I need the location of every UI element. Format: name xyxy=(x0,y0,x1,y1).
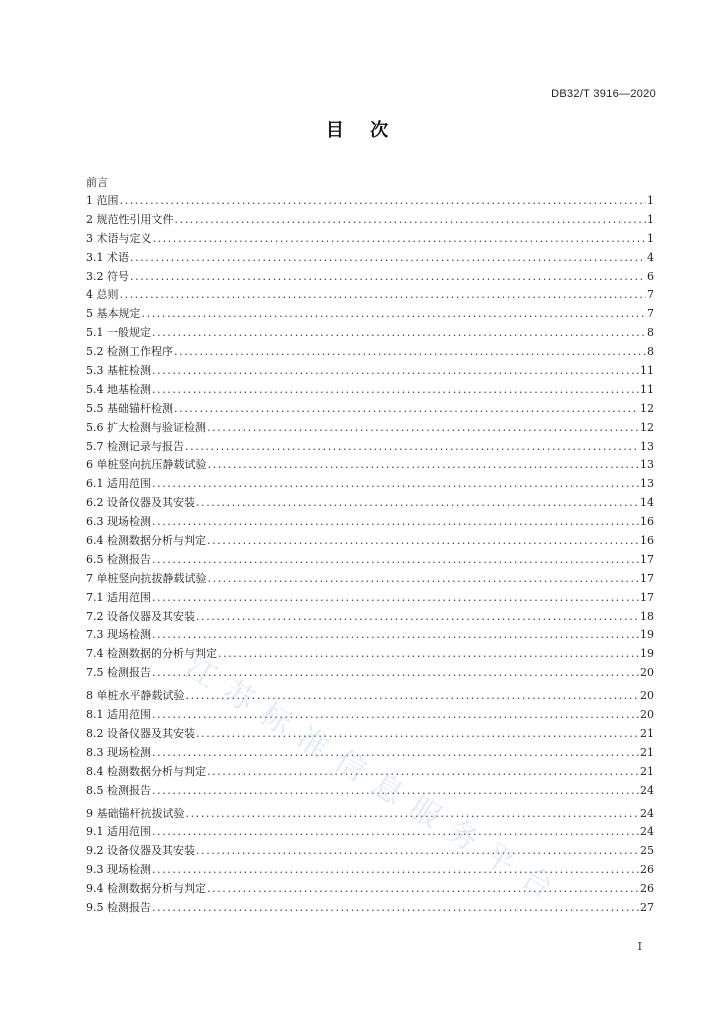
toc-item-label: 6.1 适用范围 xyxy=(86,477,151,491)
toc-item-page: 4 xyxy=(647,250,654,264)
toc-item[interactable] xyxy=(86,211,654,230)
toc-item-page: 24 xyxy=(640,825,654,839)
toc-item-label: 9.2 设备仪器及其安装 xyxy=(86,844,195,858)
toc-item-label: 7 单桩竖向抗拔静载试验 xyxy=(86,571,207,585)
toc-item[interactable] xyxy=(86,362,654,381)
toc-item-page: 11 xyxy=(640,364,654,378)
toc-item-label: 6.3 现场检测 xyxy=(86,515,151,529)
toc-item-label: 1 范围 xyxy=(86,194,119,207)
toc-item-label: 2 规范性引用文件 xyxy=(86,212,174,226)
toc-leader-dots xyxy=(196,494,639,513)
standard-code: DB32/T 3916—2020 xyxy=(551,88,656,100)
toc-item[interactable] xyxy=(86,823,654,842)
toc-leader-dots xyxy=(208,456,640,475)
toc-item[interactable] xyxy=(86,608,654,627)
toc-leader-dots xyxy=(130,249,646,268)
toc-item-page: 16 xyxy=(640,534,654,548)
toc-leader-dots xyxy=(152,362,639,381)
toc-leader-dots xyxy=(185,438,639,457)
toc-item-page: 17 xyxy=(640,590,654,604)
toc-list xyxy=(86,192,654,918)
toc-item-page: 8 xyxy=(647,326,654,340)
toc-item-page: 24 xyxy=(640,806,654,820)
toc-leader-dots xyxy=(152,861,639,880)
toc-item[interactable] xyxy=(86,230,654,249)
toc-leader-dots xyxy=(196,725,639,744)
toc-leader-dots xyxy=(207,532,639,551)
toc-leader-dots xyxy=(142,305,647,324)
toc-item[interactable] xyxy=(86,570,654,589)
toc-leader-dots xyxy=(186,805,640,824)
toc-item-label: 7.1 适用范围 xyxy=(86,590,151,604)
toc-item-page: 8 xyxy=(647,345,654,359)
toc-item-page: 12 xyxy=(640,420,654,434)
toc-item-label: 8 单桩水平静载试验 xyxy=(86,689,185,703)
toc-item-label: 6 单桩竖向抗压静载试验 xyxy=(86,458,207,472)
toc-item-label: 4 总则 xyxy=(86,288,119,302)
toc-item-page: 21 xyxy=(640,764,654,778)
toc-item[interactable] xyxy=(86,645,654,664)
toc-item-label: 9.3 现场检测 xyxy=(86,863,151,877)
toc-leader-dots xyxy=(152,664,639,683)
toc-item-page: 7 xyxy=(647,288,654,302)
toc-leader-dots xyxy=(130,268,646,287)
toc-leader-dots xyxy=(207,419,639,438)
toc-item-label: 3.2 符号 xyxy=(86,269,129,283)
toc-item[interactable] xyxy=(86,419,654,438)
toc-item[interactable] xyxy=(86,475,654,494)
toc-item-page: 21 xyxy=(640,726,654,740)
toc-leader-dots xyxy=(174,400,639,419)
toc-item[interactable] xyxy=(86,551,654,570)
toc-item-page: 1 xyxy=(647,212,654,226)
watermark: 江苏标准信息服务平台 xyxy=(178,650,571,913)
toc-item-label: 7.3 现场检测 xyxy=(86,628,151,642)
toc-item[interactable] xyxy=(86,880,654,899)
toc-item-label: 3.1 术语 xyxy=(86,250,129,264)
toc-item-page: 1 xyxy=(647,231,654,245)
toc-leader-dots xyxy=(175,211,647,230)
toc-item-label: 9.1 适用范围 xyxy=(86,825,151,839)
toc-item[interactable] xyxy=(86,513,654,532)
toc-item-label: 5.3 基桩检测 xyxy=(86,364,151,378)
toc-item[interactable] xyxy=(86,725,654,744)
toc-item-foreword[interactable]: 前言 xyxy=(86,176,108,189)
toc-leader-dots xyxy=(152,706,639,725)
toc-item-page: 13 xyxy=(640,439,654,453)
toc-item-page: 17 xyxy=(640,552,654,566)
toc-item[interactable] xyxy=(86,763,654,782)
toc-leader-dots xyxy=(196,608,639,627)
toc-item-label: 8.2 设备仪器及其安装 xyxy=(86,726,195,740)
toc-item[interactable] xyxy=(86,706,654,725)
toc-leader-dots xyxy=(186,687,640,706)
toc-leader-dots xyxy=(196,842,639,861)
toc-item[interactable] xyxy=(86,805,654,824)
toc-item[interactable] xyxy=(86,744,654,763)
toc-leader-dots xyxy=(152,551,639,570)
toc-item[interactable] xyxy=(86,494,654,513)
toc-item-page: 13 xyxy=(640,458,654,472)
toc-item-page: 18 xyxy=(640,609,654,623)
toc-item-label: 8.3 现场检测 xyxy=(86,745,151,759)
toc-item-label: 8.5 检测报告 xyxy=(86,783,151,797)
toc-leader-dots xyxy=(152,381,639,400)
toc-item-page: 17 xyxy=(640,571,654,585)
toc-item-page: 19 xyxy=(640,647,654,661)
toc-leader-dots xyxy=(218,645,639,664)
toc-item[interactable] xyxy=(86,842,654,861)
toc-item-label: 5.6 扩大检测与验证检测 xyxy=(86,420,206,434)
toc-item[interactable] xyxy=(86,589,654,608)
toc-leader-dots xyxy=(152,899,639,918)
page-number: I xyxy=(637,940,642,953)
toc-item-page: 26 xyxy=(640,882,654,896)
toc-item-page: 27 xyxy=(640,900,654,914)
toc-item-label: 6.2 设备仪器及其安装 xyxy=(86,496,195,510)
toc-item[interactable] xyxy=(86,305,654,324)
toc-item[interactable] xyxy=(86,456,654,475)
toc-item-label: 7.4 检测数据的分析与判定 xyxy=(86,647,217,661)
toc-item[interactable] xyxy=(86,626,654,645)
toc-leader-dots xyxy=(152,823,639,842)
toc-item-label: 5 基本规定 xyxy=(86,307,141,321)
toc-item-page: 6 xyxy=(647,269,654,283)
toc-leader-dots xyxy=(153,230,647,249)
toc-item-page: 16 xyxy=(640,515,654,529)
toc-leader-dots xyxy=(152,782,639,801)
toc-item-label: 5.2 检测工作程序 xyxy=(86,345,173,359)
toc-item-label: 7.5 检测报告 xyxy=(86,666,151,680)
toc-leader-dots xyxy=(208,570,640,589)
toc-leader-dots xyxy=(207,763,639,782)
toc-item-label: 9.5 检测报告 xyxy=(86,900,151,914)
toc-leader-dots xyxy=(174,343,646,362)
toc-item-page: 20 xyxy=(640,708,654,722)
toc-item[interactable] xyxy=(86,438,654,457)
toc-leader-dots xyxy=(152,475,639,494)
toc-item-page: 19 xyxy=(640,628,654,642)
toc-item[interactable] xyxy=(86,782,654,801)
toc-item-label: 5.5 基础锚杆检测 xyxy=(86,401,173,415)
toc-leader-dots xyxy=(152,513,639,532)
toc-item[interactable] xyxy=(86,268,654,287)
toc-item-label: 5.4 地基检测 xyxy=(86,382,151,396)
toc-item-page: 12 xyxy=(640,401,654,415)
toc-item-page: 11 xyxy=(640,382,654,396)
page-title: 目 次 xyxy=(325,120,399,141)
toc-leader-dots xyxy=(120,192,647,211)
toc-item-page: 13 xyxy=(640,477,654,491)
toc-item-label: 7.2 设备仪器及其安装 xyxy=(86,609,195,623)
toc-item-label: 5.7 检测记录与报告 xyxy=(86,439,184,453)
toc-item-label: 6.5 检测报告 xyxy=(86,552,151,566)
toc-item[interactable] xyxy=(86,286,654,305)
toc-item-page: 21 xyxy=(640,745,654,759)
toc-item-label: 5.1 一般规定 xyxy=(86,326,151,340)
toc-item-label: 8.1 适用范围 xyxy=(86,708,151,722)
toc-item[interactable] xyxy=(86,400,654,419)
toc-item-label: 9.4 检测数据分析与判定 xyxy=(86,882,206,896)
toc-item[interactable] xyxy=(86,324,654,343)
toc-item-page: 1 xyxy=(647,194,654,207)
toc-item[interactable] xyxy=(86,687,654,706)
table-of-contents xyxy=(86,174,654,918)
toc-item-page: 7 xyxy=(647,307,654,321)
toc-leader-dots xyxy=(152,324,646,343)
toc-leader-dots xyxy=(120,286,647,305)
toc-item-label: 3 术语与定义 xyxy=(86,231,152,245)
toc-item-page: 25 xyxy=(640,844,654,858)
toc-item-label: 6.4 检测数据分析与判定 xyxy=(86,534,206,548)
toc-item[interactable] xyxy=(86,664,654,683)
toc-item[interactable] xyxy=(86,899,654,918)
toc-item[interactable] xyxy=(86,381,654,400)
toc-item-page: 14 xyxy=(640,496,654,510)
toc-item-label: 9 基础锚杆抗拔试验 xyxy=(86,806,185,820)
toc-item-page: 24 xyxy=(640,783,654,797)
toc-leader-dots xyxy=(152,626,639,645)
toc-item[interactable] xyxy=(86,343,654,362)
toc-item-page: 20 xyxy=(640,666,654,680)
toc-leader-dots xyxy=(152,744,639,763)
toc-leader-dots xyxy=(207,880,639,899)
toc-item[interactable] xyxy=(86,249,654,268)
toc-leader-dots xyxy=(152,589,639,608)
toc-item[interactable] xyxy=(86,861,654,880)
toc-item[interactable] xyxy=(86,532,654,551)
toc-item-label: 8.4 检测数据分析与判定 xyxy=(86,764,206,778)
toc-item-page: 26 xyxy=(640,863,654,877)
toc-item-page: 20 xyxy=(640,689,654,703)
toc-item[interactable] xyxy=(86,192,654,211)
